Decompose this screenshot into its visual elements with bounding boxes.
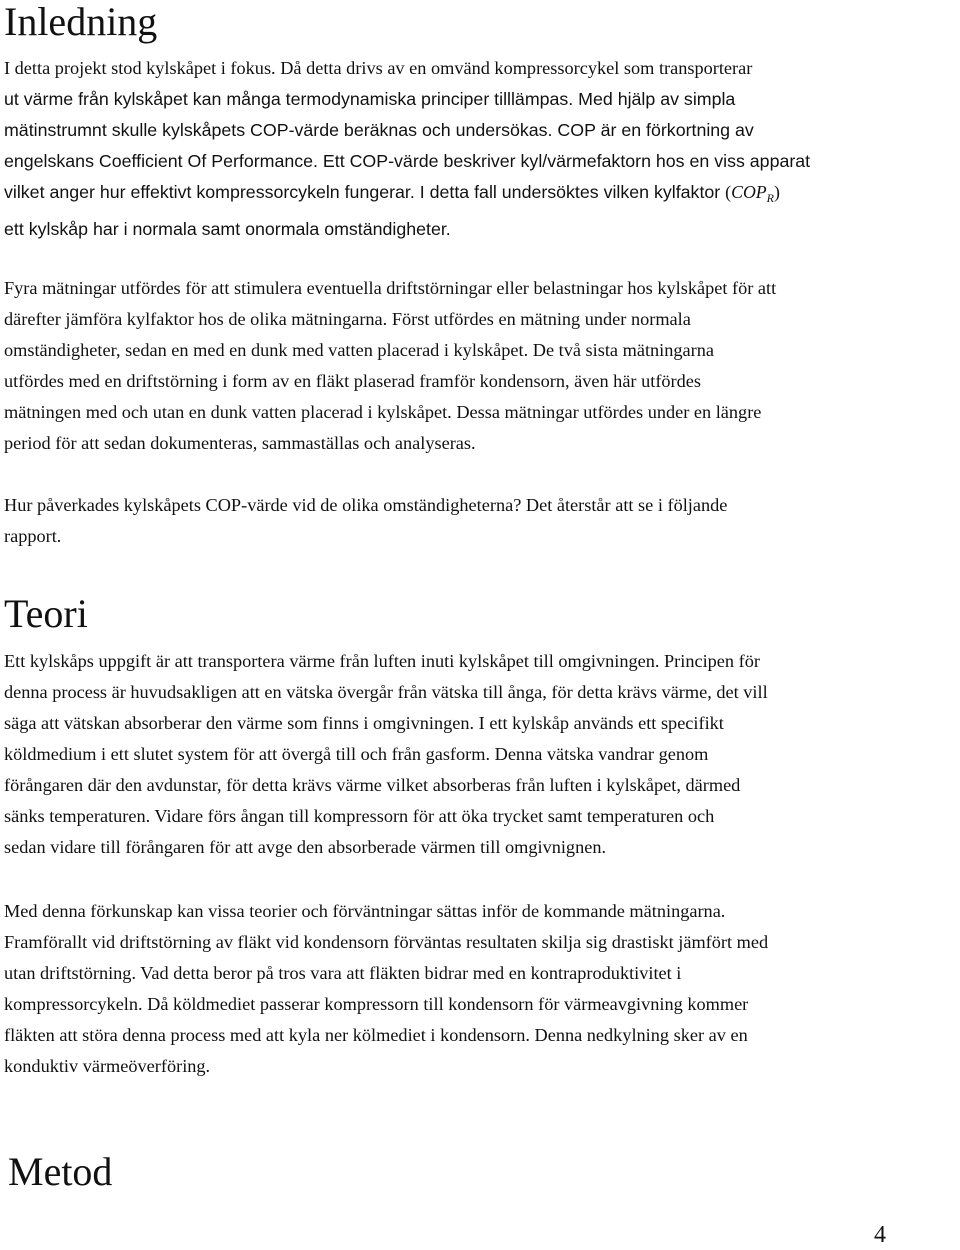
paragraph-inledning-2: [4, 273, 956, 459]
text-line: Fyra mätningar utfördes för att stimulera eventuella driftstörningar eller belastningar hos kylskåpet för att: [4, 278, 777, 298]
text-line: Framförallt vid driftstörning av fläkt vid kondensorn förväntas resultaten skilja sig drastiskt jämfört med: [4, 932, 769, 952]
paragraph-teori-2: [4, 896, 956, 1082]
text-line: I detta projekt stod kylskåpet i fokus. Då detta drivs av en omvänd kompressorcykel som transporterar: [4, 58, 753, 78]
text-line: utfördes med en driftstörning i form av en fläkt plaserad framför kondensorn, även här utfördes: [4, 371, 701, 391]
text-line: omständigheter, sedan en med en dunk med vatten placerad i kylskåpet. De två sista mätningarna: [4, 340, 714, 360]
text-line: Med denna förkunskap kan vissa teorier och förväntningar sättas inför de kommande mätningarna.: [4, 901, 726, 921]
text-line: Ett kylskåps uppgift är att transportera värme från luften inuti kylskåpet till omgivningen. Principen för: [4, 651, 760, 671]
page-number: 4: [874, 1222, 886, 1248]
text-line: sänks temperaturen. Vidare förs ångan till kompressorn för att öka trycket samt temperaturen och: [4, 806, 715, 826]
text-line: mätinstrumnt skulle kylskåpets COP-värde beräknas och undersökas. COP är en förkortning av: [4, 120, 754, 140]
math-subscript: R: [766, 191, 774, 205]
math-expression: $(COP_R)$: [725, 182, 780, 205]
section-heading-metod: Metod: [8, 1149, 113, 1194]
text-line: kompressorcykeln. Då köldmediet passerar kompressorn till kondensorn för värmeavgivning kommer: [4, 994, 749, 1014]
text-line: ut värme från kylskåpet kan många termodynamiska principer tilllämpas. Med hjälp av simpla: [4, 89, 736, 109]
text-line: rapport.: [4, 526, 62, 546]
text-line: fläkten att störa denna process med att kyla ner kölmediet i kondensorn. Denna nedkylning sker av en: [4, 1025, 748, 1045]
text-line: säga att vätskan absorberar den värme som finns i omgivningen. I ett kylskåp används ett specifikt: [4, 713, 724, 733]
section-heading-teori: Teori: [4, 591, 88, 636]
text-line: engelskans Coefficient Of Performance. Ett COP-värde beskriver kyl/värmefaktorn hos en viss apparat: [4, 151, 811, 171]
paragraph-teori-1: [4, 646, 956, 863]
text-line: period för att sedan dokumenteras, sammaställas och analyseras.: [4, 433, 476, 453]
text-line: sedan vidare till förångaren för att avge den absorberade värmen till omgivnignen.: [4, 837, 607, 857]
math-base: COP: [731, 182, 767, 202]
text-line: denna process är huvudsakligen att en vätska övergår från vätska till ånga, för detta krävs värme, det vill: [4, 682, 768, 702]
text-line: utan driftstörning. Vad detta beror på tros vara att fläkten bidrar med en kontraproduktivitet i: [4, 963, 682, 983]
text-segment: vilket anger hur effektivt kompressorcykeln fungerar. I detta fall undersöktes vilken kylfaktor: [4, 182, 721, 202]
text-line: konduktiv värmeöverföring.: [4, 1056, 211, 1076]
text-line: köldmedium i ett slutet system för att övergå till och från gasform. Denna vätska vandrar genom: [4, 744, 709, 764]
text-line: [4, 177, 956, 214]
text-line: därefter jämföra kylfaktor hos de olika mätningarna. Först utfördes en mätning under normala: [4, 309, 691, 329]
text-line: förångaren där den avdunstar, för detta krävs värme vilket absorberas från luften i kylskåpet, därmed: [4, 775, 741, 795]
text-line: mätningen med och utan en dunk vatten placerad i kylskåpet. Dessa mätningar utfördes under en längre: [4, 402, 762, 422]
paragraph-inledning-1: [4, 53, 956, 245]
paragraph-inledning-3: [4, 490, 956, 552]
text-line: ett kylskåp har i normala samt onormala omständigheter.: [4, 219, 451, 239]
text-line: Hur påverkades kylskåpets COP-värde vid de olika omständigheterna? Det återstår att se i följande: [4, 495, 728, 515]
section-heading-inledning: Inledning: [4, 0, 158, 44]
